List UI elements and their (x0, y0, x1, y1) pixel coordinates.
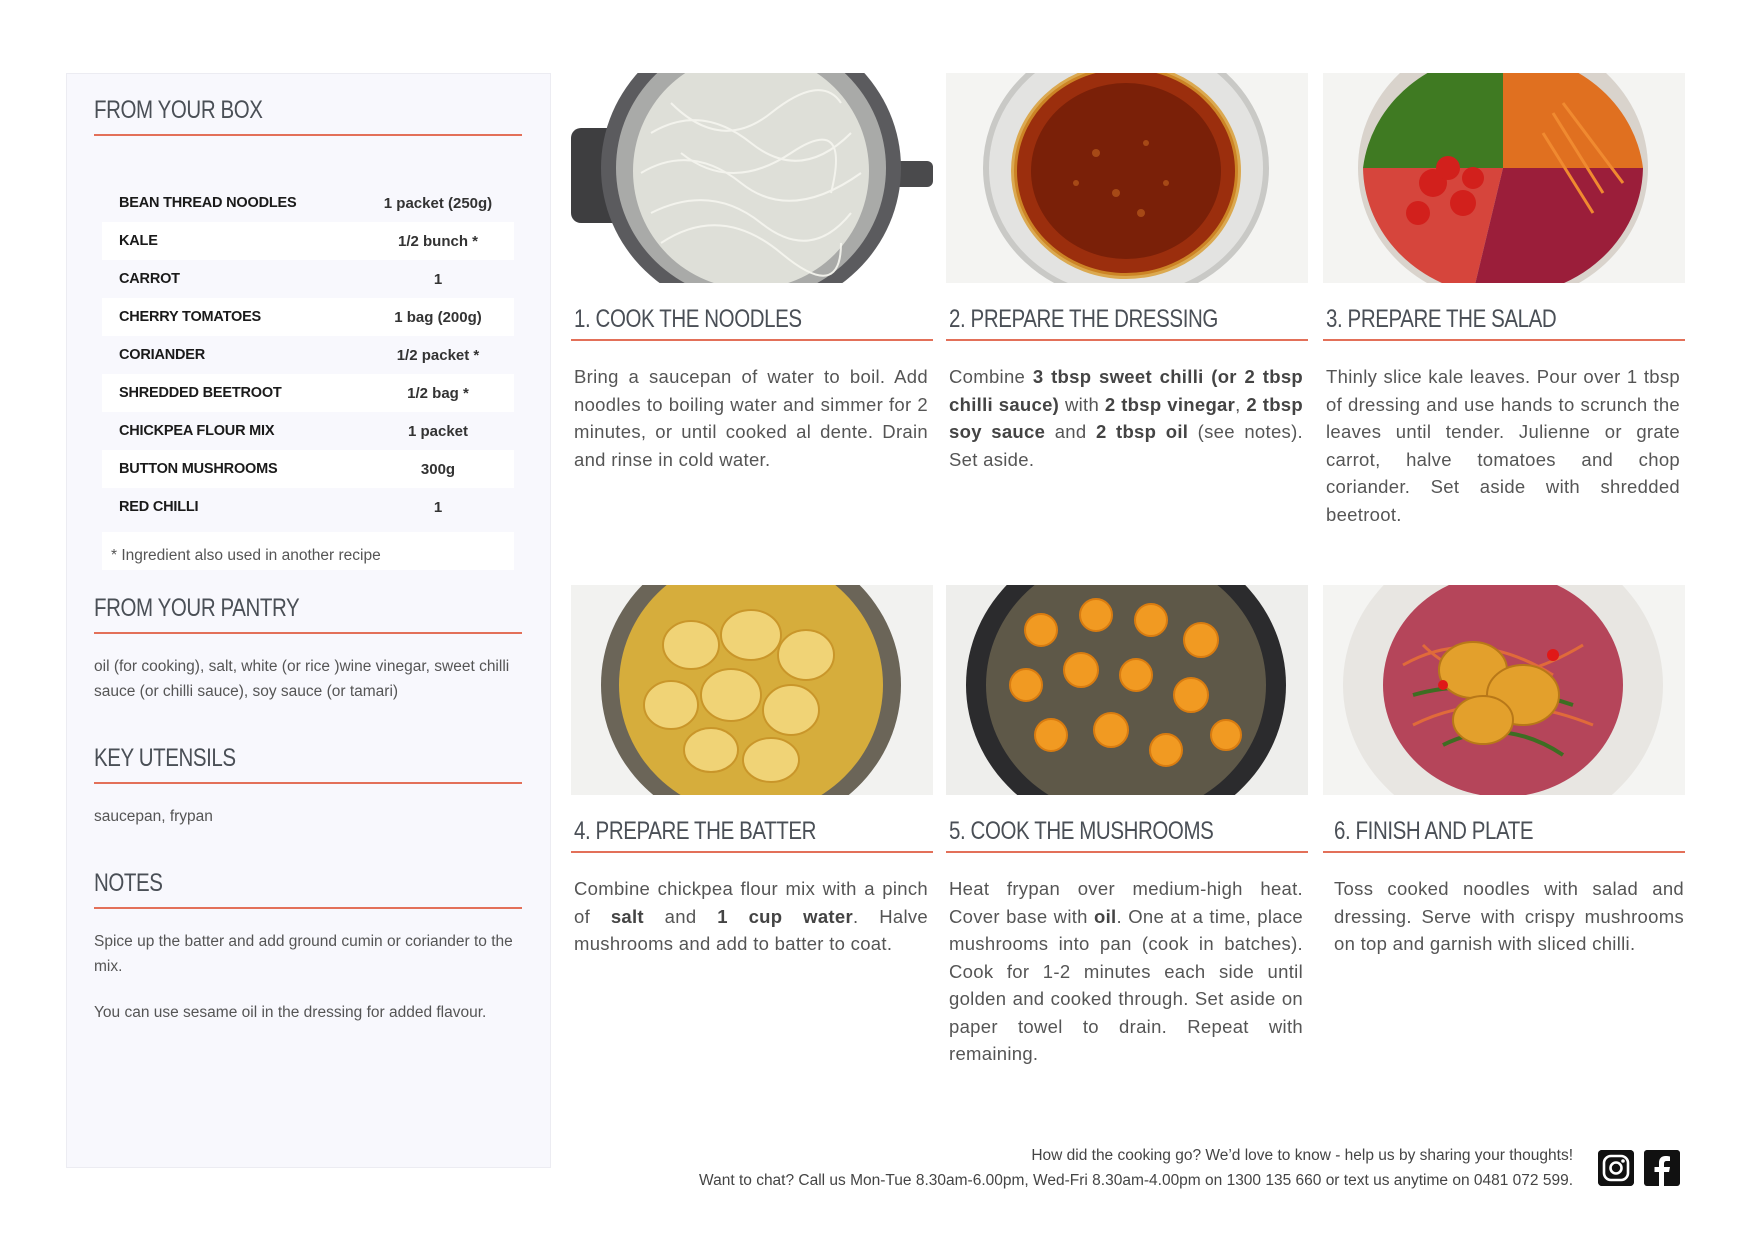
ingredient-name: BEAN THREAD NOODLES (119, 195, 297, 211)
key-utensils-heading: KEY UTENSILS (94, 744, 236, 772)
ingredient-row (102, 184, 514, 222)
ingredient-qty: 1 bag (200g) (394, 308, 482, 326)
facebook-icon[interactable] (1644, 1150, 1680, 1186)
ingredient-name: KALE (119, 233, 158, 249)
step-title: 1. COOK THE NOODLES (574, 305, 802, 333)
contact-line: Want to chat? Call us Mon-Tue 8.30am-6.00pm, Wed-Fri 8.30am-4.00pm on 1300 135 660 or text us anytime on 0481 072 599. (699, 1172, 1573, 1189)
salad-bowl-image (1323, 73, 1685, 283)
ingredient-name: RED CHILLI (119, 499, 199, 515)
step-divider (571, 851, 933, 853)
step-instructions: Combine chickpea flour mix with a pinch of salt and 1 cup water. Halve mushrooms and add to batter to coat. (574, 878, 928, 954)
notes-heading: NOTES (94, 869, 163, 897)
ingredient-name: SHREDDED BEETROOT (119, 385, 282, 401)
utensils-list: saucepan, frypan (94, 808, 213, 825)
plated-dish-image (1323, 585, 1685, 795)
ingredient-row (102, 298, 514, 336)
ingredient-name: CHERRY TOMATOES (119, 309, 262, 325)
instagram-icon[interactable] (1598, 1150, 1634, 1186)
ingredient-qty: 1 (433, 498, 443, 516)
step-instructions: Bring a saucepan of water to boil. Add noodles to boiling water and simmer for 2 minutes, or until cooked al dente. Drain and rinse in cold water. (574, 366, 928, 470)
footer-contact (699, 1143, 1573, 1193)
pantry-list: oil (for cooking), salt, white (or rice )wine vinegar, sweet chilli sauce (or chilli sauce), soy sauce (or tamari) (94, 658, 510, 700)
step-title: 5. COOK THE MUSHROOMS (949, 817, 1214, 845)
ingredient-table (102, 184, 514, 570)
dressing-bowl-image (946, 73, 1308, 283)
ingredient-row (102, 374, 514, 412)
ingredient-qty: 1 packet (250g) (383, 194, 493, 212)
feedback-line: How did the cooking go? We’d love to know - help us by sharing your thoughts! (1031, 1147, 1573, 1164)
step-divider (946, 339, 1308, 341)
heading-divider (94, 907, 522, 909)
ingredient-name: CHICKPEA FLOUR MIX (119, 423, 275, 439)
ingredient-qty: 1/2 bunch * (397, 232, 479, 250)
heading-divider (94, 782, 522, 784)
ingredient-qty: 1 (433, 270, 443, 288)
ingredient-qty: 1/2 bag * (407, 384, 469, 402)
step-divider (1323, 339, 1685, 341)
step-title: 6. FINISH AND PLATE (1334, 817, 1534, 845)
ingredient-name: BUTTON MUSHROOMS (119, 461, 278, 477)
ingredient-qty: 1/2 packet * (396, 346, 480, 364)
frying-mushrooms-pan-image (946, 585, 1308, 795)
step-title: 3. PREPARE THE SALAD (1326, 305, 1557, 333)
step-title: 2. PREPARE THE DRESSING (949, 305, 1218, 333)
ingredient-row (102, 260, 514, 298)
from-your-box-heading: FROM YOUR BOX (94, 96, 263, 124)
ingredient-row (102, 488, 514, 526)
ingredient-row (102, 336, 514, 374)
ingredient-name: CORIANDER (119, 347, 206, 363)
step-instructions: Combine 3 tbsp sweet chilli (or 2 tbsp chilli sauce) with 2 tbsp vinegar, 2 tbsp soy sauce and 2 tbsp oil (see notes). Set aside. (949, 366, 1304, 470)
ingredient-name: CARROT (119, 271, 180, 287)
step-divider (946, 851, 1308, 853)
step-divider (1323, 851, 1685, 853)
ingredient-row (102, 412, 514, 450)
from-your-pantry-heading: FROM YOUR PANTRY (94, 594, 300, 622)
noodles-in-strainer-image (571, 73, 933, 283)
ingredients-panel (66, 73, 551, 1168)
ingredient-qty: 1 packet (407, 422, 469, 440)
step-instructions: Heat frypan over medium-high heat. Cover base with oil. One at a time, place mushrooms into pan (cook in batches). Cook for 1-2 minutes each side until golden and cooked through. Set aside on paper towel to drain. Repeat with remaining. (949, 878, 1303, 1064)
ingredient-row (102, 222, 514, 260)
step-instructions: Toss cooked noodles with salad and dressing. Serve with crispy mushrooms on top and garnish with sliced chilli. (1334, 878, 1684, 954)
ingredient-footnote: * Ingredient also used in another recipe (111, 547, 381, 564)
step-instructions: Thinly slice kale leaves. Pour over 1 tbsp of dressing and use hands to scrunch the leaves until tender. Julienne or grate carrot, halve tomatoes and chop coriander. Set aside with shredded beetroot. (1326, 366, 1680, 525)
note-text: You can use sesame oil in the dressing for added flavour. (94, 1004, 487, 1021)
ingredient-qty: 300g (420, 460, 456, 478)
step-divider (571, 339, 933, 341)
step-title: 4. PREPARE THE BATTER (574, 817, 817, 845)
note-text: Spice up the batter and add ground cumin or coriander to the mix. (94, 933, 513, 975)
heading-divider (94, 134, 522, 136)
battered-mushrooms-bowl-image (571, 585, 933, 795)
ingredient-row (102, 450, 514, 488)
heading-divider (94, 632, 522, 634)
